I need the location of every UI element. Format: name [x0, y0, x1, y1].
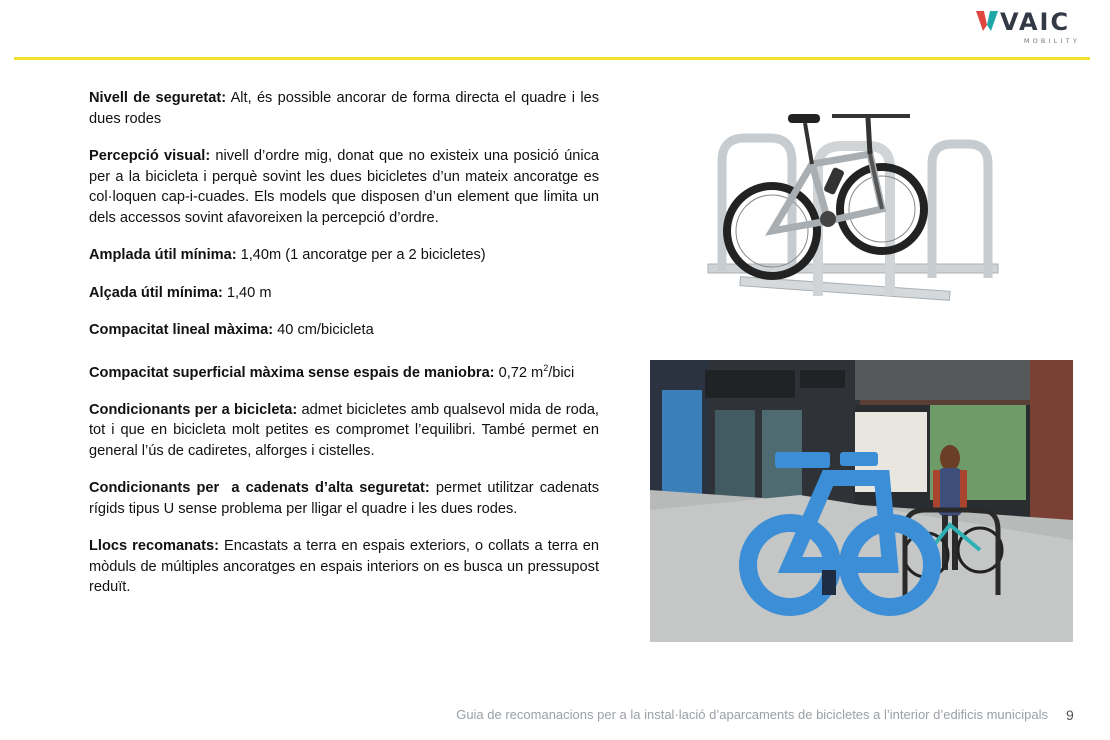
spec-label: Compacitat lineal màxima: — [89, 322, 274, 338]
logo-text: VAIC — [1000, 8, 1071, 36]
spec-value: Alt, és possible ancorar de forma directa el quadre i les dues rodes — [89, 90, 599, 127]
spec-label: Amplada útil mínima: — [89, 247, 237, 263]
spec-value: 0,72 m — [494, 364, 544, 381]
spec-security-level — [89, 88, 599, 129]
spec-label: Condicionants per a bicicleta: — [89, 401, 298, 418]
header-rule — [14, 57, 1090, 60]
spec-linear-compactness — [89, 320, 599, 341]
spec-bicycle-constraints — [89, 400, 599, 462]
logo-subtext: MOBILITY — [1023, 37, 1080, 45]
spec-label: Nivell de seguretat: — [89, 90, 227, 106]
spec-visual-perception — [89, 146, 599, 228]
spec-value: 40 cm/bicicleta — [273, 322, 374, 338]
spec-value: 1,40m (1 ancoratge per a 2 bicicletes) — [236, 247, 486, 263]
spec-list — [89, 88, 599, 615]
vaic-v-mark-icon — [976, 11, 998, 31]
spec-label: Compacitat superficial màxima sense espais de maniobra: — [89, 364, 495, 381]
spec-recommended-places — [89, 536, 599, 598]
spec-value: permet utilitzar cadenats rígids tipus U sense problema per lligar el quadre i les dues rodes. — [89, 480, 599, 517]
spec-surface-compactness — [89, 358, 599, 383]
spec-value: admet bicicletes amb qualsevol mida de roda, tot i que en bicicleta molt petites es compromet l’equilibri. També permet en general l’ús de cadiretes, alforges i cistelles. — [89, 401, 599, 459]
page-number: 9 — [1066, 707, 1074, 723]
spec-value: 1,40 m — [222, 284, 272, 301]
street-bike-rack-photo — [650, 360, 1073, 642]
spec-lock-constraints — [89, 478, 599, 519]
spec-value: Encastats a terra en espais exteriors, o collats a terra en mòduls de múltiples ancoratges en espais interiors on es busca un pressupost reduït. — [89, 538, 599, 596]
spec-min-height — [89, 283, 599, 304]
spec-value: nivell d’ordre mig, donat que no existeix una posició única per a la bicicleta i perquè sovint les dues bicicletes d’un mateix ancoratge es col·loquen cap-i-cuades. Els models que disposen d’un element que limita un dels accessos sovint afavoreixen la percepció d’ordre. — [89, 148, 599, 226]
spec-min-width — [89, 245, 599, 266]
spec-value-unit: /bici — [548, 364, 575, 381]
vaic-mobility-logo — [976, 10, 1088, 46]
bike-rack-photo — [700, 106, 1000, 316]
spec-label: Percepció visual: — [89, 148, 211, 164]
spec-label: Condicionants per a cadenats d’alta seguretat: — [89, 480, 430, 497]
footer-guide-title: Guia de recomanacions per a la instal·lació d’aparcaments de bicicletes a l’interior d’edificis municipals — [456, 707, 1048, 722]
spec-value-superscript: 2 — [543, 362, 549, 373]
spec-label: Llocs recomanats: — [89, 538, 219, 555]
spec-label: Alçada útil mínima: — [89, 284, 223, 301]
